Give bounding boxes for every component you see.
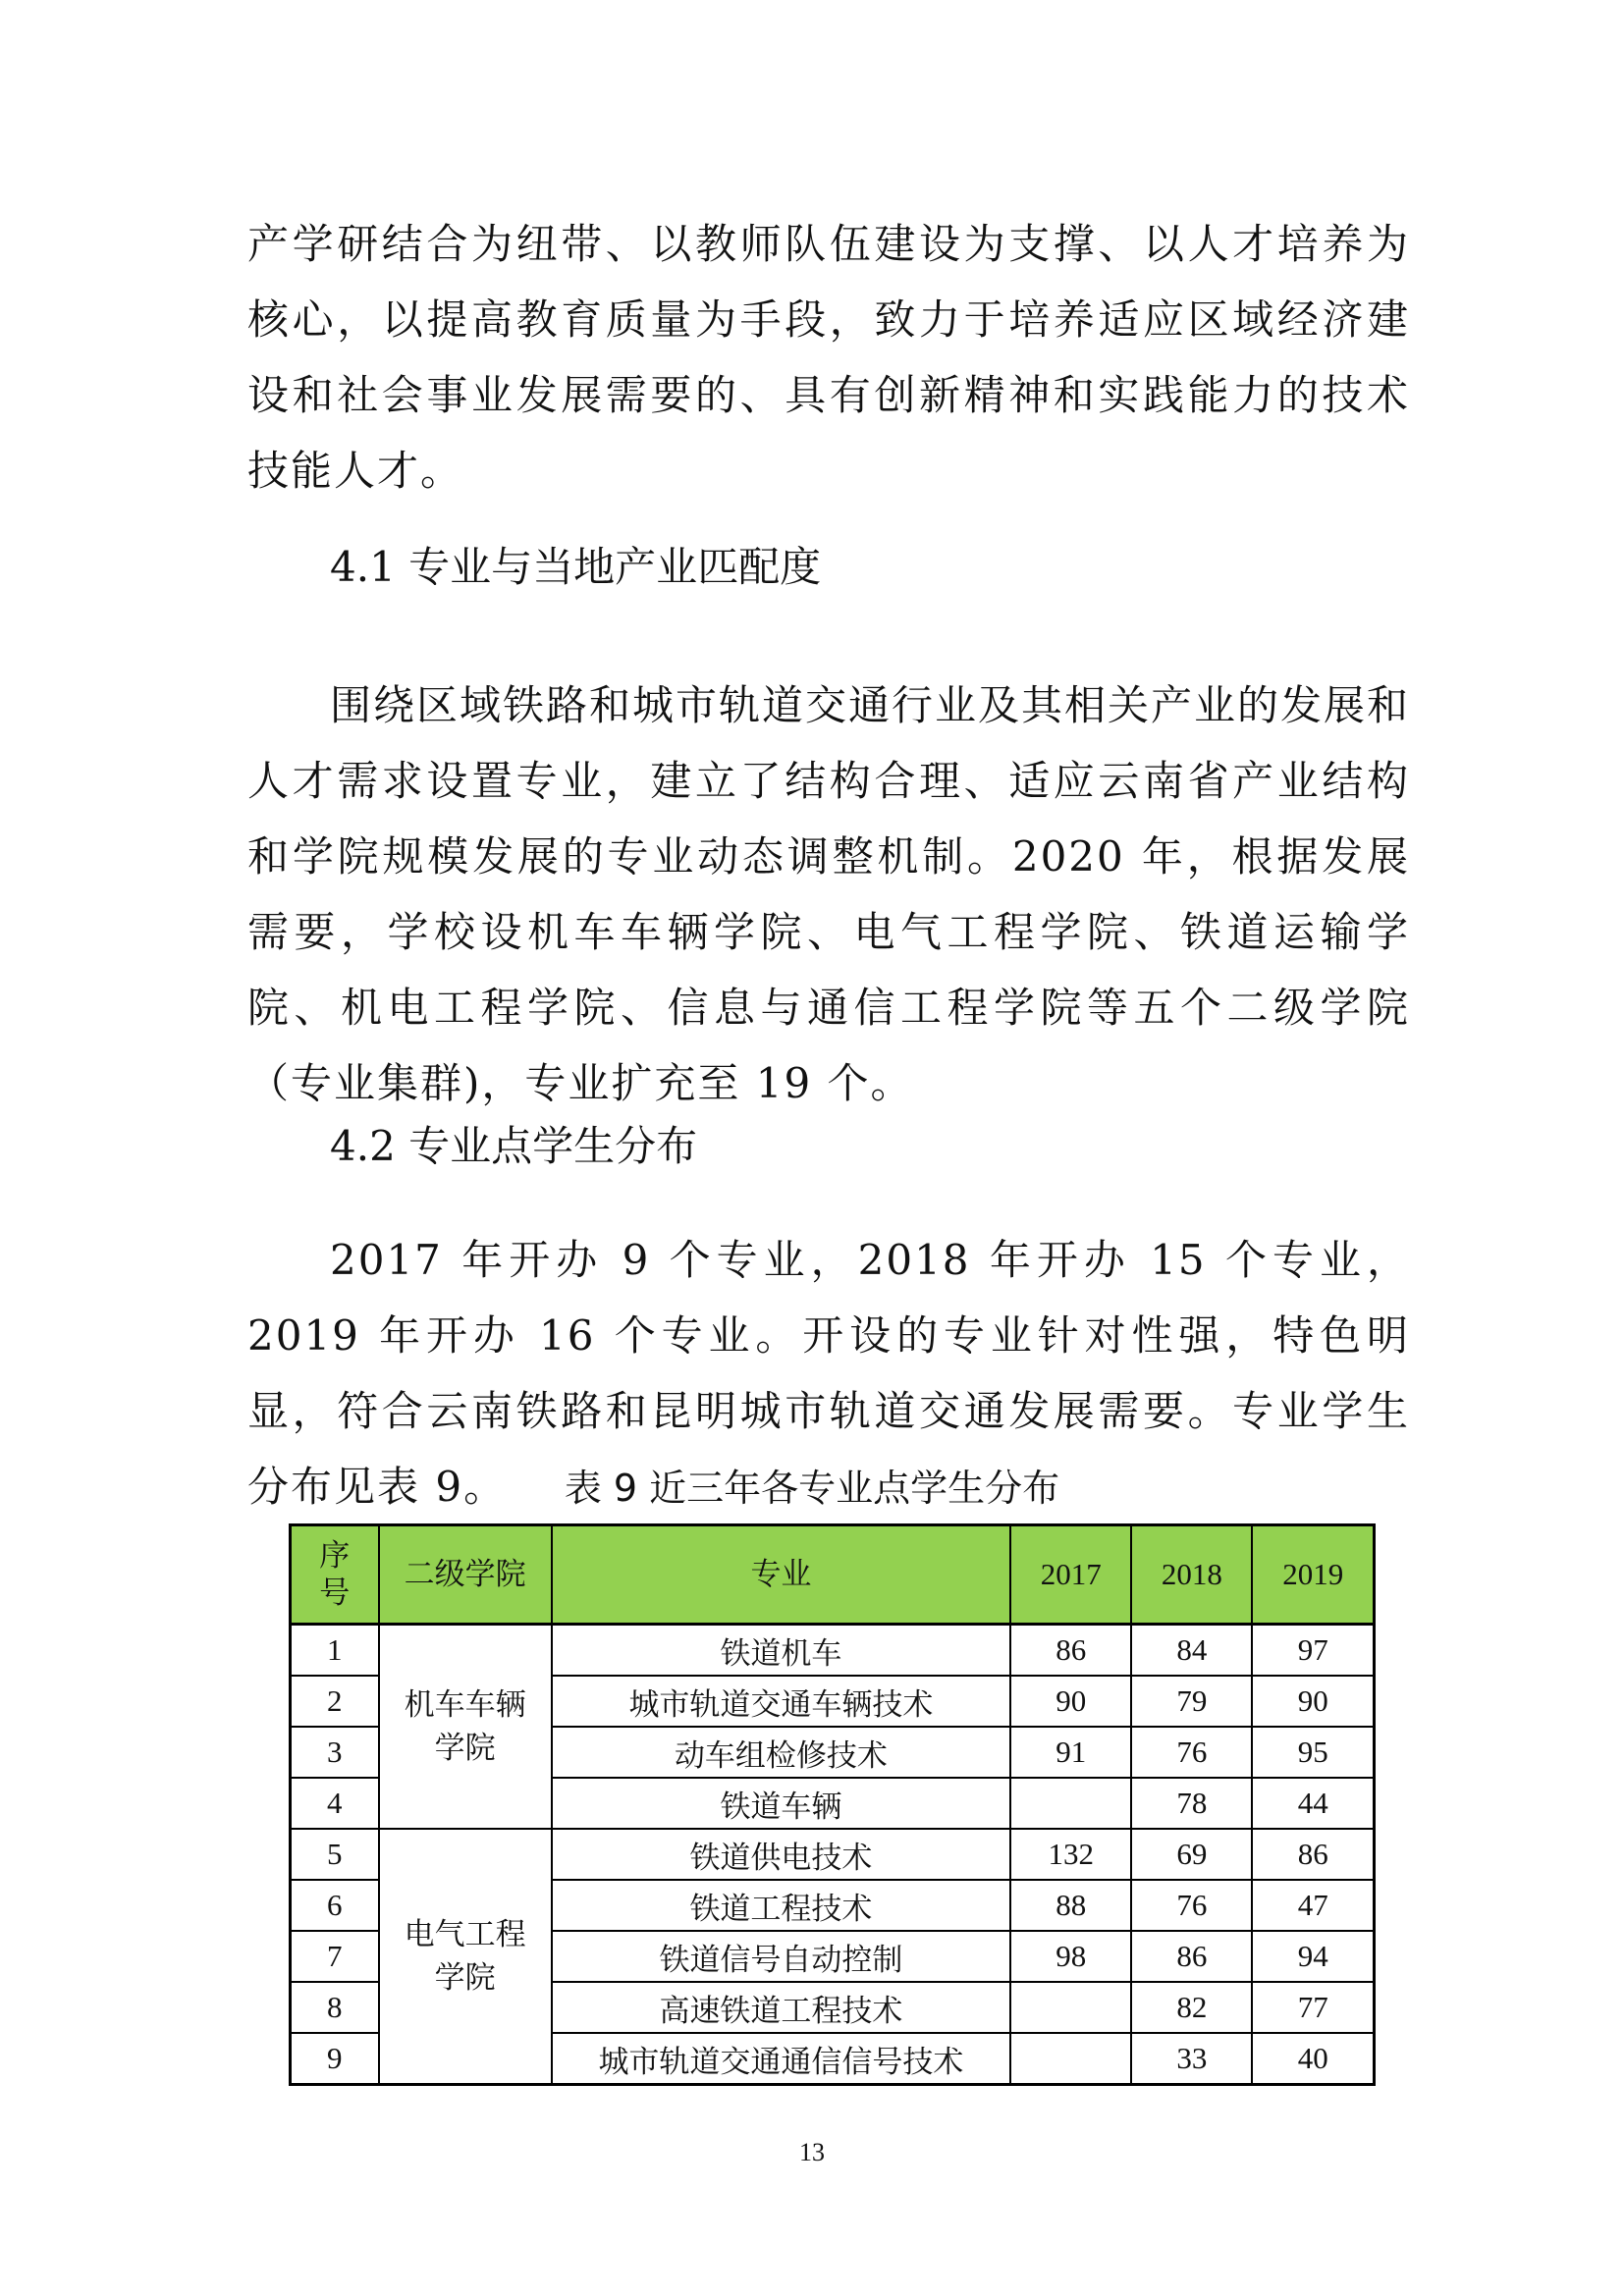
cell-college: 机车车辆学院 <box>379 1625 552 1830</box>
cell-seq: 2 <box>291 1676 379 1727</box>
cell-major: 城市轨道交通通信信号技术 <box>552 2033 1010 2085</box>
cell-major: 铁道信号自动控制 <box>552 1931 1010 1982</box>
cell-2018: 78 <box>1131 1778 1252 1829</box>
cell-2019: 94 <box>1252 1931 1374 1982</box>
cell-2018: 84 <box>1131 1625 1252 1677</box>
table-row <box>291 1625 1375 1677</box>
cell-2017 <box>1010 2033 1131 2085</box>
cell-2019: 97 <box>1252 1625 1374 1677</box>
cell-2017: 88 <box>1010 1880 1131 1931</box>
cell-2018: 76 <box>1131 1880 1252 1931</box>
page-number: 13 <box>799 2138 825 2166</box>
cell-major: 城市轨道交通车辆技术 <box>552 1676 1010 1727</box>
cell-2019: 86 <box>1252 1829 1374 1880</box>
cell-college: 电气工程学院 <box>379 1829 552 2085</box>
cell-2019: 90 <box>1252 1676 1374 1727</box>
cell-2019: 77 <box>1252 1982 1374 2033</box>
cell-2018: 69 <box>1131 1829 1252 1880</box>
cell-seq: 4 <box>291 1778 379 1829</box>
cell-major: 动车组检修技术 <box>552 1727 1010 1778</box>
cell-2017 <box>1010 1778 1131 1829</box>
table-header-row <box>291 1525 1375 1625</box>
cell-2017: 86 <box>1010 1625 1131 1677</box>
table-row <box>291 1829 1375 1880</box>
header-2017: 2017 <box>1010 1525 1131 1625</box>
cell-seq: 1 <box>291 1625 379 1677</box>
cell-major: 铁道车辆 <box>552 1778 1010 1829</box>
cell-2018: 33 <box>1131 2033 1252 2085</box>
cell-2019: 95 <box>1252 1727 1374 1778</box>
cell-2019: 47 <box>1252 1880 1374 1931</box>
header-2018: 2018 <box>1131 1525 1252 1625</box>
header-college: 二级学院 <box>379 1525 552 1625</box>
cell-2017 <box>1010 1982 1131 2033</box>
cell-2017: 91 <box>1010 1727 1131 1778</box>
section-heading-4-1: 4.1 专业与当地产业匹配度 <box>330 543 822 591</box>
header-2019: 2019 <box>1252 1525 1374 1625</box>
header-seq: 序号 <box>291 1525 379 1625</box>
cell-seq: 7 <box>291 1931 379 1982</box>
cell-major: 铁道机车 <box>552 1625 1010 1677</box>
cell-seq: 8 <box>291 1982 379 2033</box>
paragraph-major-setup: 围绕区域铁路和城市轨道交通行业及其相关产业的发展和人才需求设置专业，建立了结构合理、适应云南省产业结构和学院规模发展的专业动态调整机制。2020 年，根据发展需要，学校设机车车辆学院、电气工程学院、铁道运输学院、机电工程学院、信息与通信工程学院等五个二级学院（专业集群)，专业扩充至 19 个。 <box>247 681 1411 1107</box>
cell-2018: 82 <box>1131 1982 1252 2033</box>
cell-2018: 76 <box>1131 1727 1252 1778</box>
paragraph-intro: 产学研结合为纽带、以教师队伍建设为支撑、以人才培养为核心，以提高教育质量为手段，致力于培养适应区域经济建设和社会事业发展需要的、具有创新精神和实践能力的技术技能人才。 <box>247 220 1410 495</box>
cell-2018: 79 <box>1131 1676 1252 1727</box>
cell-major: 铁道供电技术 <box>552 1829 1010 1880</box>
paragraph-student-distribution: 2017 年开办 9 个专业，2018 年开办 15 个专业，2019 年开办 16 个专业。开设的专业针对性强，特色明显，符合云南铁路和昆明城市轨道交通发展需要。专业学生分布见表 9。 <box>247 1236 1410 1511</box>
cell-2018: 86 <box>1131 1931 1252 1982</box>
cell-seq: 5 <box>291 1829 379 1880</box>
table-caption: 表 9 近三年各专业点学生分布 <box>564 1467 1060 1510</box>
cell-2017: 90 <box>1010 1676 1131 1727</box>
cell-major: 铁道工程技术 <box>552 1880 1010 1931</box>
student-distribution-table <box>289 1523 1376 2086</box>
cell-seq: 9 <box>291 2033 379 2085</box>
section-heading-4-2: 4.2 专业点学生分布 <box>330 1122 698 1170</box>
cell-major: 高速铁道工程技术 <box>552 1982 1010 2033</box>
header-major: 专业 <box>552 1525 1010 1625</box>
cell-seq: 3 <box>291 1727 379 1778</box>
cell-2019: 40 <box>1252 2033 1374 2085</box>
cell-2017: 98 <box>1010 1931 1131 1982</box>
cell-2017: 132 <box>1010 1829 1131 1880</box>
cell-2019: 44 <box>1252 1778 1374 1829</box>
cell-seq: 6 <box>291 1880 379 1931</box>
